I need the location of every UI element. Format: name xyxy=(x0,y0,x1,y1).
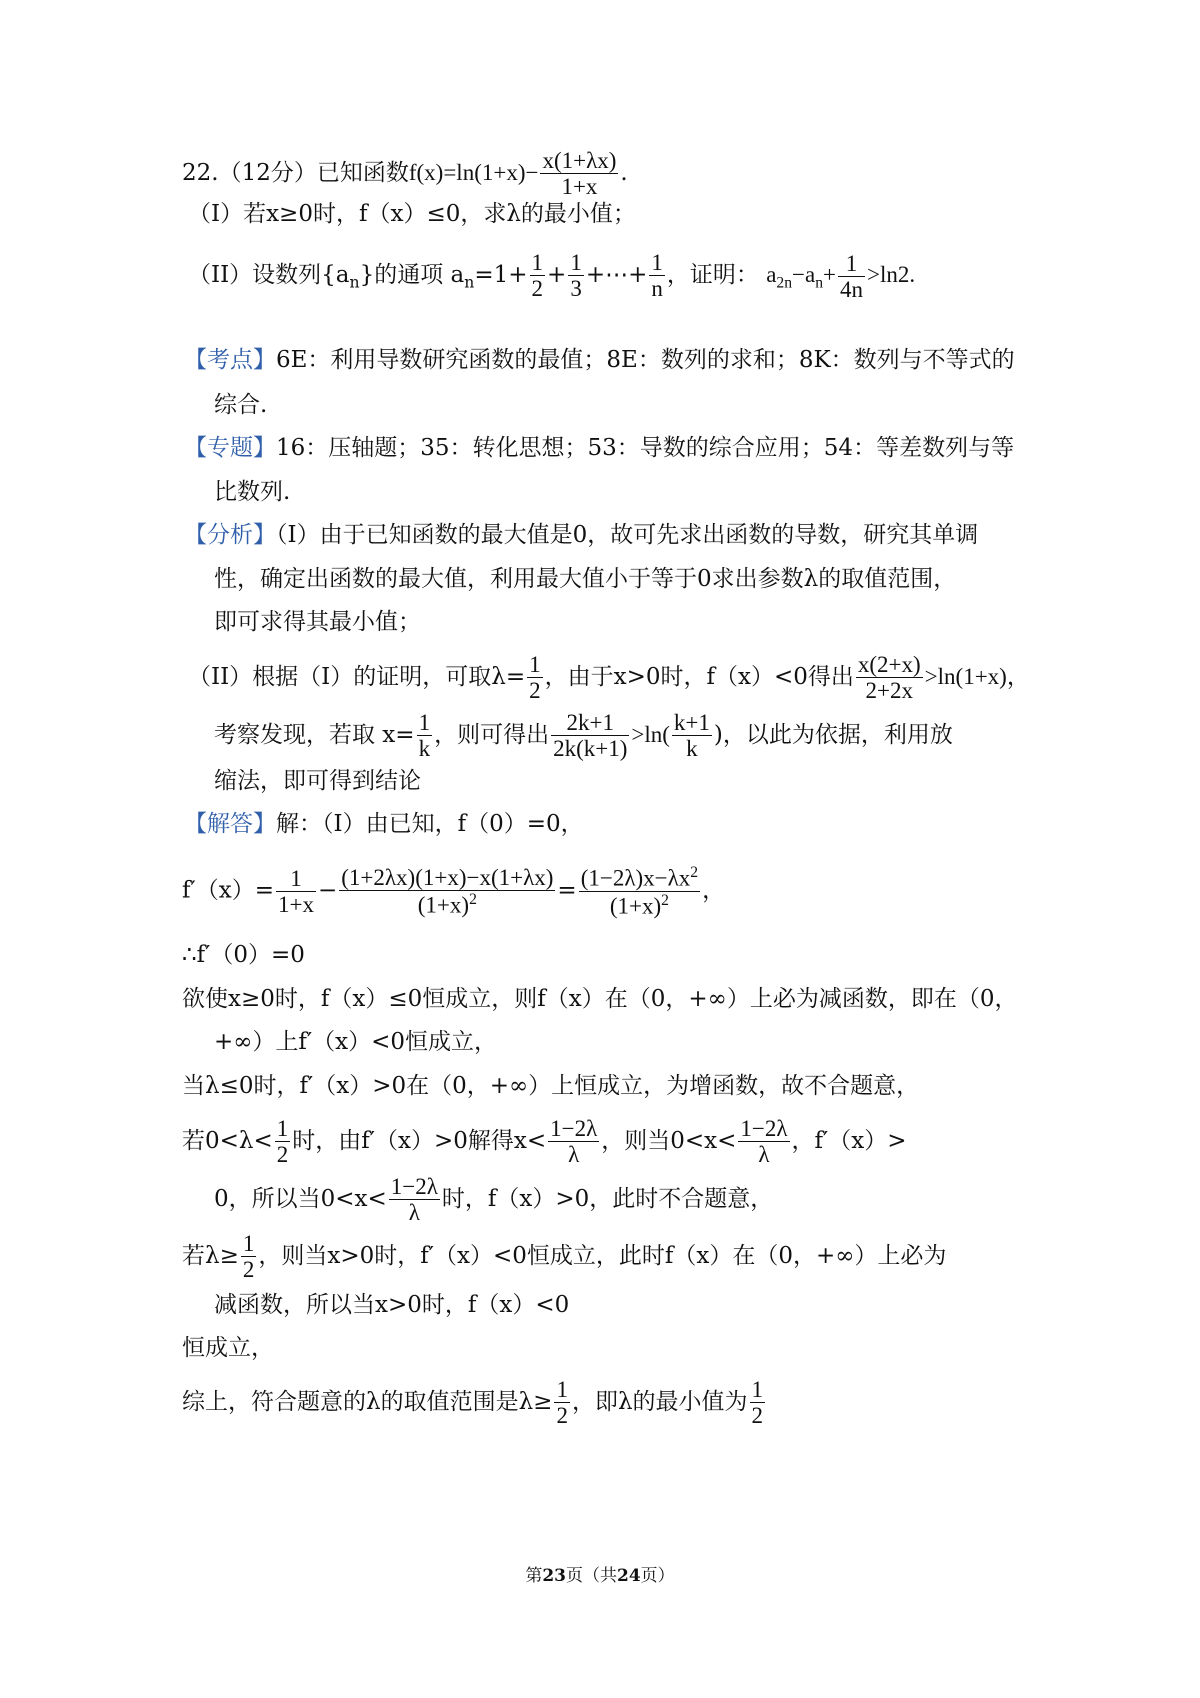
fraction-1-3: $\frac{1}{3}$ xyxy=(570,250,582,302)
fenxi-line2: 性，确定出函数的最大值，利用最大值小于等于0求出参数λ的取值范围， xyxy=(214,566,957,592)
zhuanti-tag: 【专题】 xyxy=(184,435,276,461)
problem-score: （12分） xyxy=(218,159,317,186)
function-fraction: $\frac{x(1+\lambda x)}{1+x}$ xyxy=(542,148,617,200)
fenxi-line5: 考察发现，若取 x= $\frac{1}{k}$ ，则可得出 $\frac{2k+1}{2k(k+1)}$ >ln( $\frac{k+1}{k}$ )，以此为依据，利用放 xyxy=(214,710,953,762)
fraction-lambda: $\frac{1-2\lambda}{\lambda}$ xyxy=(390,1174,438,1226)
jieda-line5: +∞）上f′（x）<0恒成立， xyxy=(214,1029,498,1055)
fenxi-line1: 【分析】（I）由于已知函数的最大值是0，故可先求出函数的导数，研究其单调 xyxy=(184,522,979,548)
fraction-lambda: $\frac{1-2\lambda}{\lambda}$ xyxy=(550,1116,598,1168)
page-footer: 第23页（共24页） xyxy=(525,1566,675,1586)
fraction-half: $\frac{1}{2}$ xyxy=(556,1377,568,1429)
fraction-x2x: $\frac{x(2+x)}{2+2x}$ xyxy=(857,652,921,704)
fenxi-line3: 即可求得其最小值； xyxy=(214,609,421,635)
kaodian-line1: 【考点】6E：利用导数研究函数的最值；8E：数列的求和；8K：数列与不等式的 xyxy=(184,347,1015,373)
problem-number: 22. xyxy=(182,159,219,186)
jieda-tag: 【解答】 xyxy=(184,811,276,837)
jieda-line1: 【解答】解：（I）由已知，f（0）=0， xyxy=(184,811,584,837)
fraction-k1-k: $\frac{k+1}{k}$ xyxy=(673,710,710,762)
fraction-1-2: $\frac{1}{2}$ xyxy=(531,250,544,302)
fraction-1-4n: $\frac{1}{4n}$ xyxy=(840,250,864,303)
fenxi-line4: （II）根据（I）的证明，可取λ= $\frac{1}{2}$ ，由于x>0时，f（x）<0得出 $\frac{x(2+x)}{2+2x}$ >ln(1+x)， xyxy=(188,652,1030,704)
jieda-line7: 若0<λ< $\frac{1}{2}$ 时，由f′（x）>0解得x< $\frac{1-2\lambda}{\lambda}$ ，则当0<x< $\frac{1-2\lambda}{\lambda}$ ，f′（x）> xyxy=(182,1116,907,1168)
jieda-line12: 综上，符合题意的λ的取值范围是λ≥ $\frac{1}{2}$ ，即λ的最小值为 $\frac{1}{2}$ xyxy=(182,1377,764,1429)
fraction-half: $\frac{1}{2}$ xyxy=(242,1231,255,1283)
jieda-line10: 减函数，所以当x>0时，f（x）<0 xyxy=(214,1292,570,1318)
deriv-frac-3: $\frac{(1-2\lambda)x-\lambda x^2}{(1+x)^2}$ xyxy=(580,864,699,919)
page-number: 23 xyxy=(542,1566,566,1586)
fraction-half: $\frac{1}{2}$ xyxy=(529,652,541,704)
proof-expression: $a_{2n}-a_n+$ $\frac{1}{4n}$ >ln2. xyxy=(766,250,916,303)
fraction-2k1: $\frac{2k+1}{2k(k+1)}$ xyxy=(553,710,628,762)
problem-part1: （I）若x≥0时，f（x）≤0，求λ的最小值； xyxy=(188,201,636,227)
jieda-line8: 0，所以当0<x< $\frac{1-2\lambda}{\lambda}$ 时，f（x）>0，此时不合题意， xyxy=(214,1174,774,1226)
fraction-1-k: $\frac{1}{k}$ xyxy=(418,710,431,762)
jieda-line4: 欲使x≥0时，f（x）≤0恒成立，则f（x）在（0，+∞）上必为减函数，即在（0， xyxy=(182,986,1018,1012)
problem-title-line: 22.（12分）已知函数f(x)=ln(1+x)− $\frac{x(1+\lambda x)}{1+x}$ . xyxy=(182,148,628,200)
kaodian-line2: 综合. xyxy=(214,392,268,418)
jieda-line3: ∴f′（0）=0 xyxy=(182,942,305,968)
fenxi-line6: 缩法，即可得到结论 xyxy=(214,768,421,794)
jieda-line11: 恒成立， xyxy=(182,1335,274,1361)
deriv-frac-1: $\frac{1}{1+x}$ xyxy=(277,865,314,917)
page-total: 24 xyxy=(617,1566,641,1586)
fenxi-tag: 【分析】 xyxy=(184,522,276,548)
function-lhs: f(x)=ln(1+x)− xyxy=(408,159,539,185)
fraction-1-n: $\frac{1}{n}$ xyxy=(651,250,663,302)
deriv-frac-2: $\frac{(1+2\lambda x)(1+x)-x(1+\lambda x)}{(1+x)^2}$ xyxy=(341,864,554,918)
zhuanti-line1: 【专题】16：压轴题；35：转化思想；53：导数的综合应用；54：等差数列与等 xyxy=(184,435,1015,461)
fraction-half: $\frac{1}{2}$ xyxy=(276,1116,289,1168)
problem-part2: （II）设数列$\{a_n\}$的通项 $a_n=1+$ $\frac{1}{2}$ + $\frac{1}{3}$ +⋯+ $\frac{1}{n}$ ，证明： $a_{2n}-a_n+$ $\frac{1}{4n}$ >ln2. xyxy=(188,250,916,303)
fraction-half: $\frac{1}{2}$ xyxy=(751,1377,764,1429)
zhuanti-line2: 比数列. xyxy=(214,479,291,505)
jieda-line9: 若λ≥ $\frac{1}{2}$ ，则当x>0时，f′（x）<0恒成立，此时f（x）在（0，+∞）上必为 xyxy=(182,1231,947,1283)
derivative-line: f′（x）= $\frac{1}{1+x}$ − $\frac{(1+2\lambda x)(1+x)-x(1+\lambda x)}{(1+x)^2}$ = $\frac{(1-2\lambda)x-\lambda x^2}{(1+x)^2}$ ， xyxy=(182,864,726,919)
fraction-lambda: $\frac{1-2\lambda}{\lambda}$ xyxy=(740,1116,788,1168)
jieda-line6: 当λ≤0时，f′（x）>0在（0，+∞）上恒成立，为增函数，故不合题意， xyxy=(182,1073,920,1099)
kaodian-tag: 【考点】 xyxy=(184,347,276,373)
